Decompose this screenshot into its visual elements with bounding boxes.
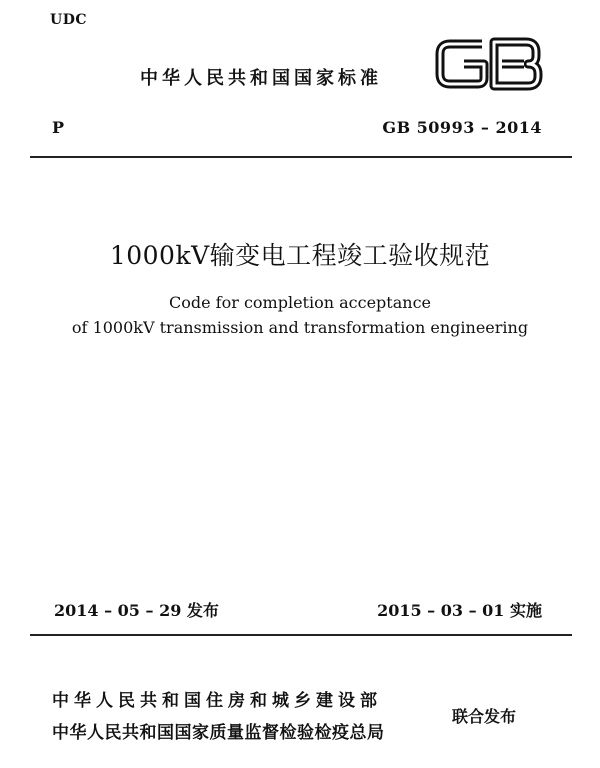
issue-date: 2014 – 05 – 29 发布 [54,601,219,620]
title-chinese: 1000kV输变电工程竣工验收规范 [109,241,491,270]
national-standard-heading: 中华人民共和国国家标准 [140,68,382,89]
gb-logo-icon [432,34,544,94]
standard-number: GB 50993 – 2014 [382,118,542,137]
joint-issue-label: 联合发布 [452,707,517,726]
header-divider [30,156,572,158]
footer-divider [30,634,572,636]
classification-code: P [52,118,65,137]
issuer-line-2: 中华人民共和国国家质量监督检验检疫总局 [52,723,385,743]
udc-label: UDC [50,12,87,28]
issuer-line-1: 中华人民共和国住房和城乡建设部 [52,691,382,711]
title-english-line1: Code for completion acceptance [169,293,431,312]
title-english-line2: of 1000kV transmission and transformation engineering [71,318,529,337]
implementation-date: 2015 – 03 – 01 实施 [377,601,542,620]
